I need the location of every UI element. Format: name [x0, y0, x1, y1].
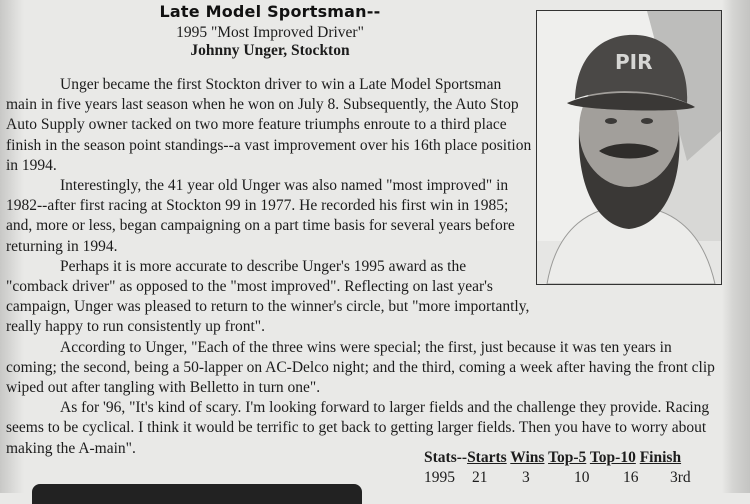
- stats-col-wins: Wins: [510, 449, 545, 466]
- stats-finish-value: 3rd: [670, 469, 691, 486]
- headline: Late Model Sportsman--: [159, 2, 381, 21]
- article-body: [6, 75, 718, 459]
- paragraph-2: Interestingly, the 41 year old Unger was also named "most improved" in 1982--after first racing at Stockton 99 in 1977. He recorded his first win in 1985; and, more or less, began campaigning on a part time basis for several years before returning in 1994.: [6, 177, 515, 255]
- stats-col-top10: Top-10: [589, 449, 636, 466]
- next-article-banner-edge: [32, 484, 362, 504]
- stats-prefix: Stats--: [424, 449, 468, 466]
- paragraph-4: According to Unger, "Each of the three wins were special; the first, just because it was ten years in coming; the second, being a 50-lapper on AC-Delco night; and the third, coming a week after having the front clip wiped out after tangling with Belletto in turn one".: [6, 338, 715, 397]
- stats-wins-value: 3: [522, 469, 530, 486]
- svg-text:PIR: PIR: [615, 50, 653, 74]
- stats-header: [424, 449, 681, 467]
- stats-top10-value: 16: [623, 469, 639, 486]
- paragraph-5: As for '96, "It's kind of scary. I'm looking forward to larger fields and the challenge they provide. Racing seems to be cyclical. I think it would be terrific to get back to getting larger fields. Then you have to worry about making the A-main".: [6, 399, 710, 457]
- paragraph-1: Unger became the first Stockton driver to win a Late Model Sportsman main in five years last season when he won on July 8. Subsequently, the Auto Stop Auto Supply owner tacked on two more feature triumphs enroute to a third place finish in the season point standings--a vast improvement over his 16th place position in 1994.: [6, 76, 532, 174]
- paragraph-3: Perhaps it is more accurate to describe Unger's 1995 award as the "comback driver" as opposed to the "most improved". Reflecting on last year's campaign, Unger was pleased to return to the winner's circle, but "more importantly, really happy to run consistently up front".: [6, 257, 530, 336]
- stats-col-finish: Finish: [639, 449, 682, 466]
- stats-year: 1995: [424, 469, 455, 486]
- adjacent-page-right-edge: [722, 0, 750, 493]
- stats-starts-value: 21: [472, 469, 488, 486]
- byline: Johnny Unger, Stockton: [190, 42, 350, 59]
- stats-top5-value: 10: [574, 469, 590, 486]
- subtitle: 1995 "Most Improved Driver": [176, 24, 364, 41]
- stats-col-starts: Starts: [467, 449, 507, 466]
- stats-col-top5: Top-5: [548, 449, 587, 466]
